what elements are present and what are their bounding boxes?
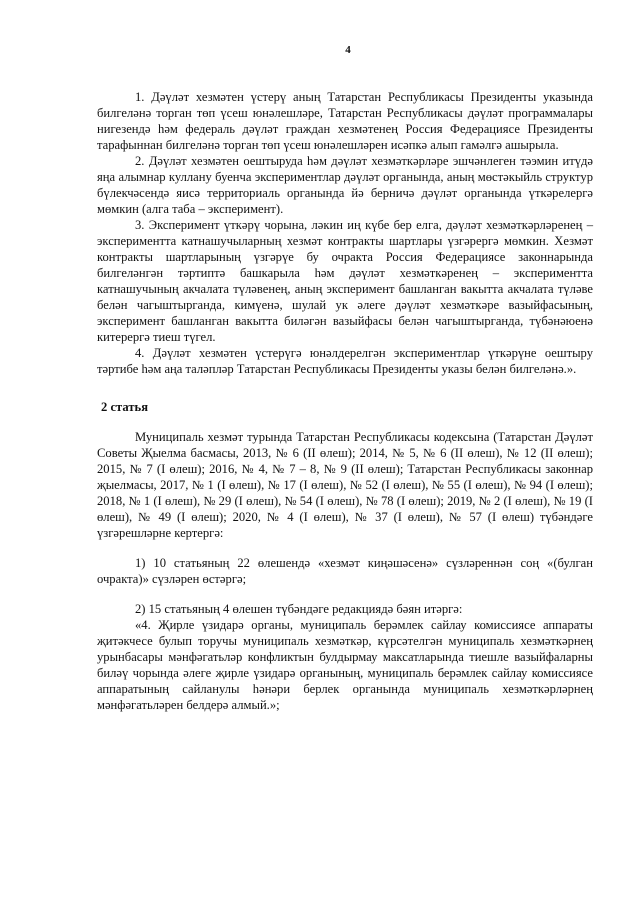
page-number: 4 <box>345 44 351 56</box>
amendment-2-text: «4. Җирле үзидарә органы, муниципаль берәмлек сайлау комиссиясе аппараты җитәкчесе булып торучы муниципаль хезмәткәр, күрсәтелгән муниципаль хезмәткәрнең урынбасары мәнфәгатьләр конфликтын булдырмау максатларында тиешле вазыйфаларны биләү чорында әлеге җирле үзидарә органының, муниципаль берәмлек сайлау комиссиясе аппаратының сайланулы һәнәри берлек органында муниципаль хезмәткәрләрнең мәнфәгатьләрен белдерә алмый.»; <box>97 618 593 712</box>
article-intro: Муниципаль хезмәт турында Татарстан Республикасы кодексына (Татарстан Дәүләт Советы Җыелма басмасы, 2013, № 6 (II өлеш); 2014, № 5, № 6 (II өлеш), № 12 (II өлеш); 2015, № 7 (I өлеш); 2016, № 4, № 7 – 8, № 9 (II өлеш); Татарстан Республикасы законнар җыелмасы, 2017, № 1 (I өлеш), № 17 (I өлеш), № 52 (I өлеш), № 55 (I өлеш), № 94 (I өлеш); 2018, № 1 (I өлеш), № 29 (I өлеш), № 54 (I өлеш), № 78 (I өлеш); 2019, № 2 (I өлеш), № 19 (I өлеш), № 49 (I өлеш); 2020, № 4 (I өлеш), № 37 (I өлеш), № 57 (I өлеш) түбәндәге үзгәрешләрне кертергә: <box>97 430 593 540</box>
paragraph-1: 1. Дәүләт хезмәтен үстерү аның Татарстан Республикасы Президенты указында билгеләнә торган төп үсеш юнәлешләре, Татарстан Республикасы дәүләт программалары нигезендә һәм федераль дәүләт граждан хезмәтенең Россия Федерациясе Президенты тарафыннан билгеләнә торган төп үсеш юнәлешләрен исәпкә алып гамәлгә ашырыла. <box>97 90 593 152</box>
paragraph-4: 4. Дәүләт хезмәтен үстерүгә юнәлдерелгән экспериментлар үткәрүне оештыру тәртибе һәм аңа таләпләр Татарстан Республикасы Президенты указы белән билгеләнә.». <box>97 346 593 376</box>
amendment-1: 1) 10 статьяның 22 өлешендә «хезмәт киңәшәсенә» сүзләреннән соң «(булган очракта)» сүзләрен өстәргә; <box>97 556 593 586</box>
paragraph-2: 2. Дәүләт хезмәтен оештыруда һәм дәүләт хезмәткәрләре эшчәнлеген тәэмин итүдә яңа алымнар куллану буенча экспериментлар дәүләт органында, аның мөстәкыйль структур бүлекчәсендә яисә территориаль органында йә берничә дәүләт органында үткәрелергә мөмкин (алга таба – эксперимент). <box>97 154 593 216</box>
spacer <box>97 415 593 429</box>
spacer <box>97 587 593 601</box>
paragraph-3: 3. Эксперимент үткәрү чорына, ләкин иң күбе бер елга, дәүләт хезмәткәрләренең – экспериментта катнашучыларның хезмәт контракты шартлары үзгәрергә мөмкин. Хезмәт контракты шартларының үзгәрүе бу очракта Россия Федерациясе законнарында билгеләнгән тәртиптә башкарыла һәм дәүләт хезмәткәренең – экспериментта катнашучының акчалата түләвенең, аның эксперимент башланган вакытта акчалата түләве белән чагыштырганда, кимүенә, шулай ук әлеге дәүләт хезмәткәре вазыйфасының, эксперимент башланган вакытта биләгән вазыйфасы белән чагыштырганда, түбәнәюенә китерергә тиеш түгел. <box>97 218 593 344</box>
amendment-2-intro: 2) 15 статьяның 4 өлешен түбәндәге редакциядә бәян итәргә: <box>135 602 463 616</box>
spacer <box>97 377 593 389</box>
article-heading: 2 статья <box>101 400 149 414</box>
spacer <box>97 541 593 555</box>
